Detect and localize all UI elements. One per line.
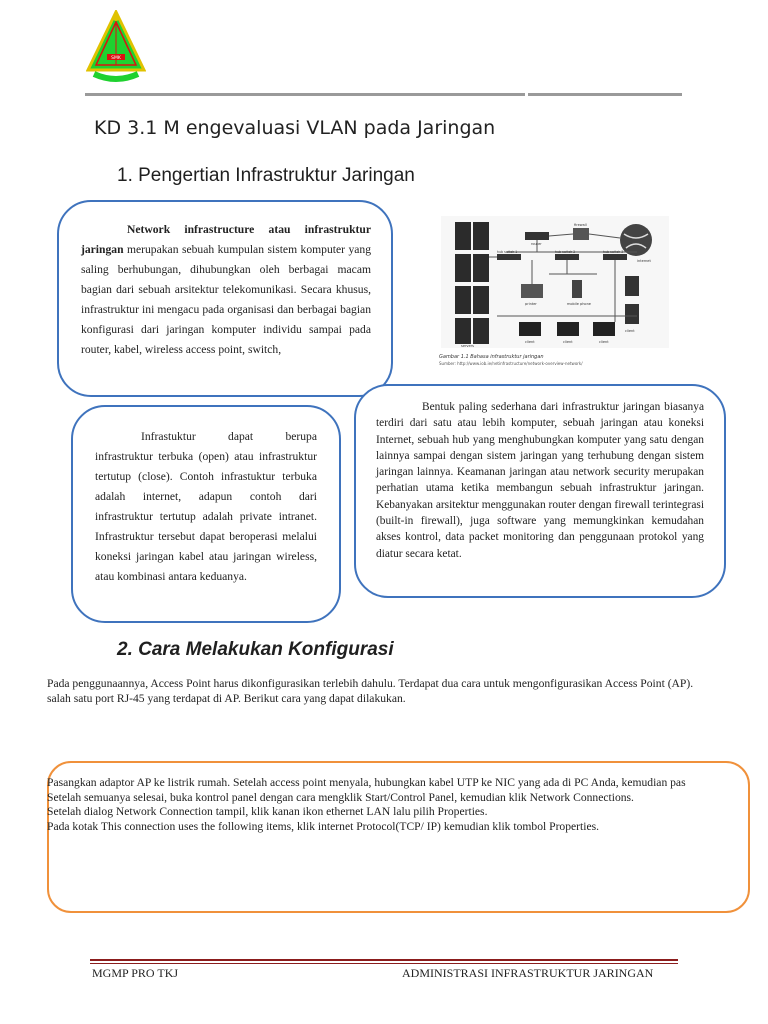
footer-right-text: ADMINISTRASI INFRASTRUKTUR JARINGAN [402,966,654,980]
footer-rule [90,959,678,961]
switch-icon [603,254,627,260]
logo-text: SMK [111,56,121,61]
monitor-icon [593,322,615,336]
svg-text:client: client [563,340,573,344]
mobile-phone-icon [572,280,582,298]
internet-globe-icon [620,224,652,256]
infrastructure-types-text: Infrastuktur dapat berupa infrastruktur terbuka (open) atau infrastruktur tertutup (close). Contoh infrastuktur terbuka adalah internet, adapun contoh dari infrastruktur tertutup adalah private intranet. Infrastruktur tersebut dapat beroperasi melalui koneksi jaringan kabel atau jaringan wireless, atau kombinasi antara keduanya. [95,430,317,583]
switch-icon [555,254,579,260]
switch-icon [497,254,521,260]
header-rule-right [528,93,682,96]
simplest-form-box [354,384,726,598]
svg-text:router: router [531,242,542,246]
section-2-heading: 2. Cara Melakukan Konfigurasi [117,639,394,660]
configuration-steps [47,776,768,834]
figure-source: Sumber: http://www.iob.ie/netinfrastructure/network-overview-network/ [439,361,583,366]
svg-text:hub switch 3: hub switch 3 [603,250,624,254]
svg-text:hub switch 1: hub switch 1 [497,250,518,254]
firewall-icon [573,228,589,240]
monitor-icon [519,322,541,336]
pc-icon [625,276,639,296]
monitor-icon [557,322,579,336]
svg-text:client: client [625,329,635,333]
svg-text:hub switch 2: hub switch 2 [555,250,576,254]
printer-icon [521,284,543,298]
simplest-form-text: Bentuk paling sederhana dari infrastruktur jaringan biasanya terdiri dari satu atau lebih komputer, sebuah jaringan atau koneksi Internet, sebuah hub yang menghubungkan komputer yang satu dengan lainnya sampai dengan sistem jaringan yang terhubung dengan sistem jaringan lainnya. Keamanan jaringan atau network security merupakan perhatian utama ketika membangun sebuah infrastruktur jaringan. Kebanyakan arsitektur menggunakan router dengan firewall terintegrasi (built-in firewall), juga software yang memungkinkan kemudahan akses kontrol, data packet monitoring dan penggunaan protokol yang diatur secara ketat. [376,401,704,560]
intro-line: Pada penggunaannya, Access Point harus dikonfigurasikan terlebih dahulu. Terdapat dua cara untuk mengonfigurasikan Access Point (AP). [47,677,694,690]
figure-caption: Gambar 1.1 Bahasa infrastruktur jaringan [439,354,544,360]
step-line: Setelah semuanya selesai, buka kontrol panel dengan cara mengklik Start/Control Panel, kemudian klik Network Connections. [47,790,634,804]
school-emblem-logo [86,10,146,90]
header-rule-left [85,93,525,96]
infrastructure-types-box [71,405,341,623]
footer-left-text: MGMP PRO TKJ [92,966,179,980]
footer-rule-thin [90,963,678,964]
step-line: Pasangkan adaptor AP ke listrik rumah. Setelah access point menyala, hubungkan kabel UTP ke NIC yang ada di PC Anda, kemudian pas [47,776,686,789]
svg-text:servers: servers [461,344,474,348]
network-infrastructure-figure [437,212,677,370]
definition-body: merupakan sebuah kumpulan sistem komputer yang saling berhubungan, dihubungkan oleh berbagai macam bagian dari sebuah arsitektur telekomunikasi. Secara khusus, infrastruktur ini mengacu pada organisasi dan berbagai bagian konfigurasi dari jaringan komputer individu sampai pada router, kabel, wireless access point, switch, [81,243,371,356]
step-line: Pada kotak This connection uses the following items, klik internet Protocol(TCP/ IP) kemudian klik tombol Properties. [47,819,600,833]
svg-text:firewall: firewall [574,223,587,227]
svg-text:client: client [525,340,535,344]
section-1-heading: 1. Pengertian Infrastruktur Jaringan [117,165,415,186]
svg-text:mobile phone: mobile phone [567,302,591,306]
definition-lead: Network infrastructure atau infrastruktur jaringan [81,223,371,256]
svg-text:printer: printer [525,302,537,306]
document-title: KD 3.1 M engevaluasi VLAN pada Jaringan [94,117,496,139]
pc-icon [625,304,639,324]
definition-text [81,220,371,360]
intro-line: salah satu port RJ-45 yang terdapat di AP. Berikut cara yang dapat dilakukan. [47,691,406,705]
svg-text:client: client [599,340,609,344]
router-icon [525,232,549,240]
step-line: Setelah dialog Network Connection tampil, klik kanan ikon ethernet LAN lalu pilih Properties. [47,805,488,818]
svg-text:internet: internet [637,259,651,263]
configuration-intro [47,677,768,706]
definition-box [57,200,393,397]
